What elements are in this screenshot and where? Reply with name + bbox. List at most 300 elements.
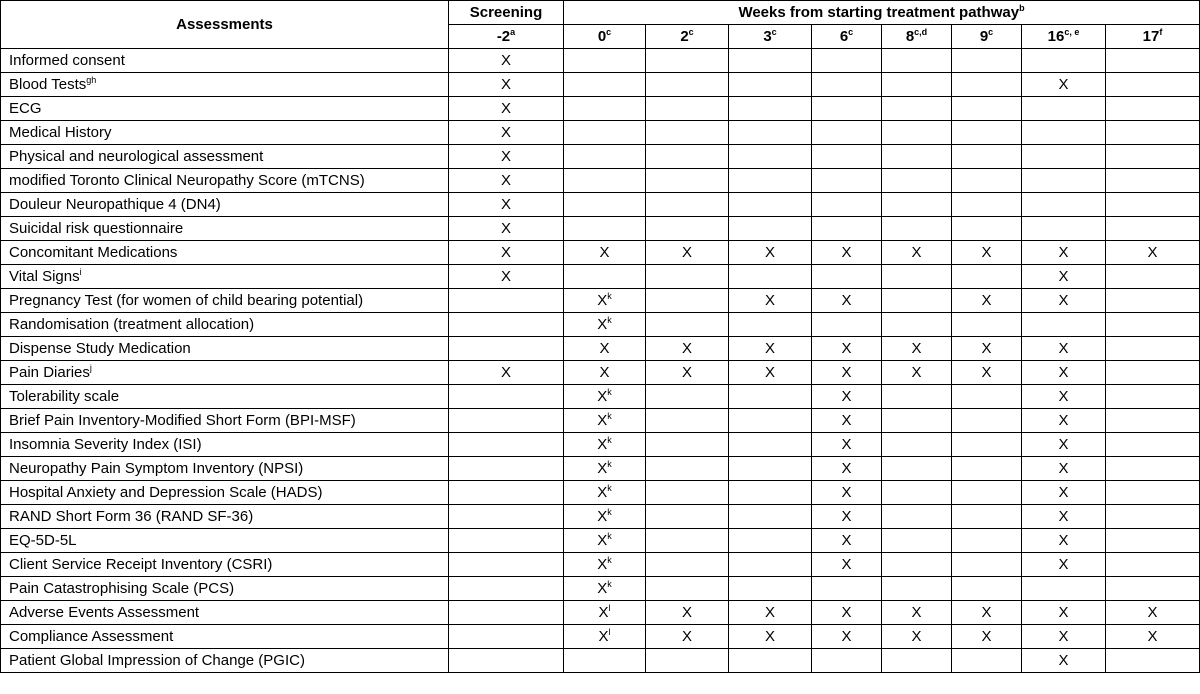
assessment-label [1, 361, 449, 385]
schedule-mark: X [1147, 604, 1158, 621]
schedule-cell [882, 121, 952, 145]
header-weeks-footnote: b [1019, 3, 1025, 13]
assessment-footnote: gh [86, 75, 97, 85]
schedule-cell [729, 121, 812, 145]
schedule-cell [564, 169, 646, 193]
schedule-mark: X [500, 172, 511, 189]
schedule-cell [1106, 433, 1200, 457]
schedule-cell [564, 553, 646, 577]
schedule-cell [882, 577, 952, 601]
schedule-mark: X [981, 628, 992, 645]
assessment-label-text: Suicidal risk questionnaire [9, 220, 184, 237]
assessment-label [1, 289, 449, 313]
schedule-cell [952, 217, 1022, 241]
schedule-cell [1106, 457, 1200, 481]
schedule-cell [1022, 193, 1106, 217]
table-row [1, 553, 1200, 577]
schedule-mark-footnote: k [607, 483, 612, 493]
schedule-mark: X [500, 100, 511, 117]
schedule-mark: X [911, 628, 922, 645]
schedule-cell [729, 385, 812, 409]
schedule-cell [952, 385, 1022, 409]
assessment-label-text: Physical and neurological assessment [9, 148, 264, 165]
schedule-cell [449, 577, 564, 601]
schedule-cell [812, 457, 882, 481]
schedule-cell [812, 97, 882, 121]
table-row [1, 625, 1200, 649]
schedule-mark-footnote: l [608, 603, 611, 613]
schedule-mark: X [500, 124, 511, 141]
schedule-mark: X [981, 604, 992, 621]
schedule-cell [1106, 409, 1200, 433]
schedule-cell [729, 649, 812, 673]
schedule-cell [564, 433, 646, 457]
schedule-cell [952, 481, 1022, 505]
schedule-cell [646, 313, 729, 337]
schedule-cell [882, 97, 952, 121]
assessment-label [1, 625, 449, 649]
header-week-col [449, 25, 564, 49]
schedule-mark: X [841, 604, 852, 621]
schedule-cell [1106, 49, 1200, 73]
schedule-mark-footnote: k [607, 315, 612, 325]
schedule-cell [1106, 601, 1200, 625]
schedule-cell [729, 601, 812, 625]
header-week-col [646, 25, 729, 49]
schedule-cell [812, 433, 882, 457]
schedule-cell [564, 481, 646, 505]
schedule-cell [1106, 145, 1200, 169]
schedule-mark: X [597, 508, 608, 525]
table-row [1, 529, 1200, 553]
header-screening: Screening [449, 1, 564, 25]
schedule-mark: X [764, 292, 775, 309]
assessment-label-text: ECG [9, 100, 42, 117]
schedule-mark-footnote: k [607, 459, 612, 469]
schedule-cell [1106, 649, 1200, 673]
schedule-cell [564, 337, 646, 361]
schedule-cell [729, 529, 812, 553]
schedule-cell [729, 265, 812, 289]
header-week-col [952, 25, 1022, 49]
assessment-label-text: Dispense Study Medication [9, 340, 191, 357]
schedule-cell [729, 145, 812, 169]
schedule-cell [1022, 169, 1106, 193]
schedule-cell [1022, 337, 1106, 361]
schedule-cell [812, 361, 882, 385]
schedule-cell [449, 529, 564, 553]
schedule-cell [1022, 553, 1106, 577]
schedule-mark: X [911, 244, 922, 261]
schedule-cell [952, 73, 1022, 97]
schedule-cell [952, 241, 1022, 265]
table-row [1, 289, 1200, 313]
schedule-cell [646, 625, 729, 649]
schedule-cell [1022, 121, 1106, 145]
schedule-cell [1022, 313, 1106, 337]
schedule-cell [882, 601, 952, 625]
schedule-cell [1022, 649, 1106, 673]
assessment-label [1, 97, 449, 121]
schedule-cell [812, 577, 882, 601]
table-row [1, 265, 1200, 289]
table-row [1, 361, 1200, 385]
assessment-label [1, 505, 449, 529]
schedule-mark: X [597, 292, 608, 309]
assessment-label-text: Douleur Neuropathique 4 (DN4) [9, 196, 221, 213]
schedule-mark: X [681, 364, 692, 381]
header-week-col [882, 25, 952, 49]
schedule-cell [952, 97, 1022, 121]
assessment-label [1, 145, 449, 169]
schedule-cell [882, 553, 952, 577]
assessment-label [1, 385, 449, 409]
assessment-label [1, 577, 449, 601]
table-row [1, 481, 1200, 505]
table-row [1, 73, 1200, 97]
table-row [1, 577, 1200, 601]
schedule-cell [449, 313, 564, 337]
table-row [1, 601, 1200, 625]
assessment-label-text: Concomitant Medications [9, 244, 178, 261]
table-row [1, 121, 1200, 145]
assessment-label-text: modified Toronto Clinical Neuropathy Score (mTCNS) [9, 172, 365, 189]
schedule-mark: X [599, 340, 610, 357]
schedule-cell [564, 97, 646, 121]
assessment-label [1, 169, 449, 193]
schedule-cell [564, 601, 646, 625]
schedule-cell [729, 49, 812, 73]
schedule-mark: X [681, 604, 692, 621]
schedule-cell [449, 481, 564, 505]
schedule-cell [1022, 241, 1106, 265]
schedule-cell [646, 433, 729, 457]
schedule-mark: X [597, 316, 608, 333]
schedule-mark: X [1058, 556, 1069, 573]
schedule-cell [729, 553, 812, 577]
schedule-cell [729, 577, 812, 601]
schedule-mark-footnote: k [607, 411, 612, 421]
schedule-mark: X [981, 340, 992, 357]
schedule-cell [449, 241, 564, 265]
schedule-cell [729, 457, 812, 481]
header-week-footnote: c [688, 27, 694, 37]
schedule-cell [952, 145, 1022, 169]
schedule-cell [1106, 529, 1200, 553]
schedule-cell [882, 73, 952, 97]
schedule-cell [812, 649, 882, 673]
assessment-label-text: Blood Tests [9, 76, 87, 93]
assessment-label-text: Pain Catastrophising Scale (PCS) [9, 580, 235, 597]
schedule-cell [564, 505, 646, 529]
schedule-cell [729, 73, 812, 97]
schedule-cell [449, 649, 564, 673]
schedule-mark: X [1058, 268, 1069, 285]
schedule-cell [564, 409, 646, 433]
schedule-cell [882, 505, 952, 529]
schedule-cell [1022, 529, 1106, 553]
schedule-cell [646, 97, 729, 121]
assessment-label [1, 409, 449, 433]
schedule-cell [449, 385, 564, 409]
schedule-cell [952, 625, 1022, 649]
schedule-cell [449, 361, 564, 385]
header-week-label: 9 [979, 28, 989, 45]
schedule-cell [449, 553, 564, 577]
table-row [1, 217, 1200, 241]
assessment-label [1, 433, 449, 457]
header-week-footnote: c [848, 27, 854, 37]
assessment-label-text: Randomisation (treatment allocation) [9, 316, 255, 333]
schedule-cell [1022, 265, 1106, 289]
schedule-mark: X [841, 484, 852, 501]
table-row [1, 409, 1200, 433]
schedule-cell [952, 457, 1022, 481]
schedule-mark: X [911, 340, 922, 357]
schedule-cell [812, 193, 882, 217]
schedule-cell [952, 265, 1022, 289]
schedule-cell [729, 193, 812, 217]
schedule-cell [449, 169, 564, 193]
schedule-cell [1106, 337, 1200, 361]
schedule-mark: X [841, 460, 852, 477]
schedule-mark: X [841, 340, 852, 357]
table-body [1, 49, 1200, 673]
schedule-cell [449, 457, 564, 481]
schedule-cell [449, 97, 564, 121]
schedule-mark: X [1058, 508, 1069, 525]
schedule-mark: X [598, 604, 609, 621]
assessment-label-text: Client Service Receipt Inventory (CSRI) [9, 556, 273, 573]
table-row [1, 649, 1200, 673]
schedule-cell [1106, 385, 1200, 409]
schedule-mark: X [841, 508, 852, 525]
schedule-cell [882, 433, 952, 457]
schedule-cell [646, 73, 729, 97]
schedule-cell [1022, 409, 1106, 433]
schedule-cell [646, 337, 729, 361]
assessment-label [1, 601, 449, 625]
schedule-cell [1022, 217, 1106, 241]
schedule-cell [646, 193, 729, 217]
schedule-cell [952, 529, 1022, 553]
schedule-cell [1022, 145, 1106, 169]
schedule-cell [882, 49, 952, 73]
schedule-mark: X [1058, 436, 1069, 453]
schedule-cell [729, 313, 812, 337]
assessment-label [1, 481, 449, 505]
assessment-label-text: Pregnancy Test (for women of child bearing potential) [9, 292, 364, 309]
header-week-footnote: c [771, 27, 777, 37]
schedule-cell [564, 649, 646, 673]
schedule-mark: X [597, 580, 608, 597]
schedule-mark-footnote: k [607, 291, 612, 301]
assessment-label-text: Pain Diaries [9, 364, 90, 381]
schedule-cell [564, 49, 646, 73]
schedule-mark: X [597, 388, 608, 405]
schedule-cell [1106, 289, 1200, 313]
schedule-cell [646, 457, 729, 481]
schedule-mark: X [1058, 484, 1069, 501]
schedule-cell [564, 457, 646, 481]
schedule-cell [646, 121, 729, 145]
schedule-cell [812, 73, 882, 97]
schedule-cell [882, 289, 952, 313]
assessment-label [1, 217, 449, 241]
schedule-cell [1106, 241, 1200, 265]
header-weeks-text: Weeks from starting treatment pathway [738, 4, 1020, 21]
header-week-label: 6 [839, 28, 849, 45]
schedule-cell [812, 289, 882, 313]
schedule-mark: X [1058, 340, 1069, 357]
header-week-col [1022, 25, 1106, 49]
schedule-cell [449, 601, 564, 625]
assessment-label [1, 529, 449, 553]
schedule-cell [952, 289, 1022, 313]
schedule-mark-footnote: k [607, 507, 612, 517]
schedule-mark: X [764, 244, 775, 261]
schedule-mark: X [1058, 604, 1069, 621]
schedule-cell [812, 409, 882, 433]
schedule-cell [729, 361, 812, 385]
schedule-mark: X [841, 556, 852, 573]
schedule-cell [729, 409, 812, 433]
assessment-label [1, 49, 449, 73]
schedule-cell [882, 337, 952, 361]
schedule-cell [1106, 505, 1200, 529]
schedule-mark: X [1058, 628, 1069, 645]
schedule-cell [812, 265, 882, 289]
header-week-footnote: c, e [1064, 27, 1080, 37]
schedule-mark: X [911, 364, 922, 381]
schedule-cell [729, 625, 812, 649]
header-week-label: 2 [680, 28, 689, 45]
schedule-mark: X [764, 628, 775, 645]
schedule-cell [1106, 553, 1200, 577]
assessment-label-text: RAND Short Form 36 (RAND SF-36) [9, 508, 254, 525]
schedule-cell [1022, 457, 1106, 481]
schedule-mark: X [1058, 364, 1069, 381]
schedule-cell [564, 385, 646, 409]
schedule-cell [882, 241, 952, 265]
schedule-cell [729, 217, 812, 241]
schedule-mark: X [597, 532, 608, 549]
schedule-cell [952, 337, 1022, 361]
schedule-cell [646, 289, 729, 313]
schedule-cell [1106, 577, 1200, 601]
assessment-label-text: Tolerability scale [9, 388, 120, 405]
schedule-cell [952, 433, 1022, 457]
schedule-cell [564, 241, 646, 265]
header-week-label: 16 [1047, 28, 1065, 45]
schedule-mark-footnote: k [607, 387, 612, 397]
schedule-cell [646, 385, 729, 409]
schedule-cell [1022, 577, 1106, 601]
table-row [1, 49, 1200, 73]
schedule-cell [882, 313, 952, 337]
table-row [1, 169, 1200, 193]
schedule-cell [729, 433, 812, 457]
schedule-cell [952, 505, 1022, 529]
schedule-mark-footnote: l [608, 627, 611, 637]
schedule-cell [812, 313, 882, 337]
schedule-cell [564, 217, 646, 241]
schedule-cell [449, 145, 564, 169]
schedule-cell [1106, 313, 1200, 337]
header-week-footnote: c,d [914, 27, 928, 37]
schedule-cell [449, 73, 564, 97]
schedule-mark-footnote: k [607, 555, 612, 565]
schedule-cell [812, 217, 882, 241]
schedule-cell [564, 529, 646, 553]
schedule-cell [1106, 361, 1200, 385]
schedule-cell [952, 169, 1022, 193]
schedule-mark: X [841, 292, 852, 309]
table-row [1, 385, 1200, 409]
schedule-cell [1106, 169, 1200, 193]
schedule-cell [646, 145, 729, 169]
header-week-col [729, 25, 812, 49]
schedule-mark: X [500, 364, 511, 381]
schedule-mark-footnote: k [607, 579, 612, 589]
schedule-cell [564, 289, 646, 313]
schedule-cell [646, 169, 729, 193]
schedule-cell [646, 217, 729, 241]
schedule-mark: X [597, 436, 608, 453]
assessment-footnote: j [89, 363, 92, 373]
header-week-col [1106, 25, 1200, 49]
schedule-cell [882, 193, 952, 217]
schedule-cell [1022, 505, 1106, 529]
schedule-cell [882, 265, 952, 289]
schedule-cell [882, 529, 952, 553]
header-week-footnote: a [510, 27, 516, 37]
schedule-mark: X [597, 460, 608, 477]
table-row [1, 505, 1200, 529]
schedule-cell [1106, 481, 1200, 505]
schedule-cell [564, 313, 646, 337]
schedule-cell [449, 121, 564, 145]
schedule-cell [449, 217, 564, 241]
schedule-cell [812, 601, 882, 625]
schedule-cell [729, 289, 812, 313]
schedule-cell [812, 169, 882, 193]
schedule-mark: X [597, 412, 608, 429]
table-row [1, 97, 1200, 121]
schedule-cell [449, 337, 564, 361]
header-row-top [1, 1, 1200, 25]
schedule-cell [564, 265, 646, 289]
schedule-mark: X [1058, 460, 1069, 477]
schedule-cell [952, 649, 1022, 673]
table-row [1, 433, 1200, 457]
schedule-mark: X [981, 292, 992, 309]
schedule-cell [1022, 361, 1106, 385]
schedule-cell [952, 553, 1022, 577]
schedule-cell [882, 361, 952, 385]
schedule-cell [812, 337, 882, 361]
schedule-cell [952, 409, 1022, 433]
assessment-label [1, 313, 449, 337]
table-row [1, 337, 1200, 361]
assessment-label [1, 337, 449, 361]
schedule-cell [646, 265, 729, 289]
schedule-mark: X [841, 532, 852, 549]
schedule-mark: X [841, 628, 852, 645]
schedule-cell [1022, 49, 1106, 73]
assessment-label-text: Insomnia Severity Index (ISI) [9, 436, 202, 453]
schedule-cell [882, 217, 952, 241]
